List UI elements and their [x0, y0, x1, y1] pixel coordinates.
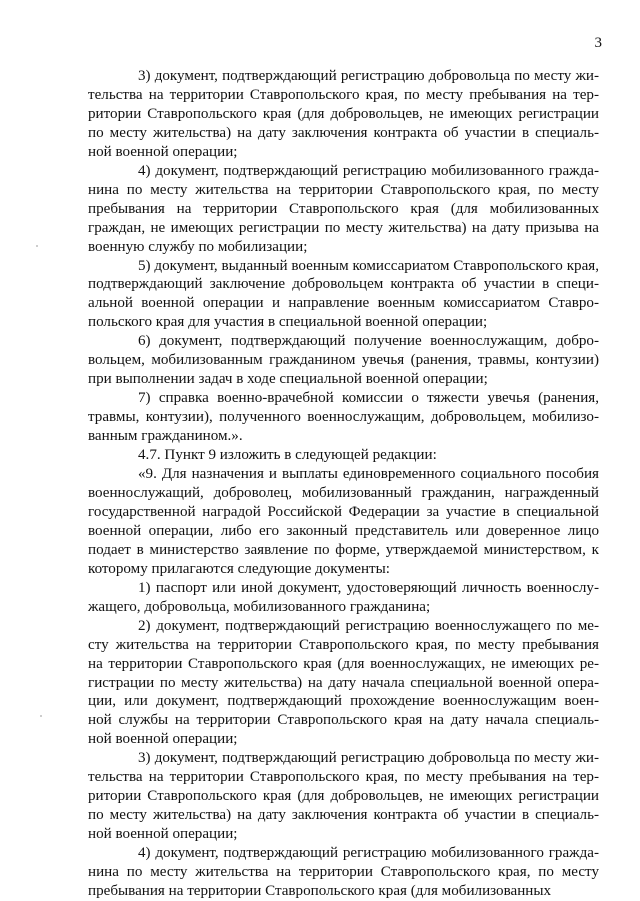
paragraph [88, 617, 599, 750]
text-line: 4) документ, подтверждающий регистрацию мобилизованного гражда- [138, 845, 599, 862]
text-line: по месту жительства) на дату заключения контракта об участии в специаль- [88, 807, 599, 824]
text-line: альной военной операции и направление военным комиссариатом Ставро- [88, 295, 599, 312]
text-line: при выполнении задач в ходе специальной военной операции; [88, 371, 488, 388]
text-line: пребывания на территории Ставропольского края (для мобилизованных [88, 882, 552, 899]
text-line: ной военной операции; [88, 143, 238, 160]
scan-speck [36, 245, 38, 247]
scan-speck [40, 715, 42, 717]
paragraph [88, 162, 599, 257]
text-line: вольцем, мобилизованным гражданином увечья (ранения, травмы, контузии) [88, 352, 599, 369]
text-line: на территории Ставропольского края (для военнослужащих, не имеющих ре- [88, 655, 599, 672]
text-line: 6) документ, подтверждающий получение военнослужащим, добро- [138, 333, 599, 350]
text-line: 4) документ, подтверждающий регистрацию мобилизованного гражда- [138, 162, 599, 179]
text-line: военной операции, либо его законный представитель или доверенное лицо [88, 522, 599, 539]
text-line: ванным гражданином.». [88, 428, 243, 445]
paragraph [88, 67, 599, 162]
text-line: 4.7. Пункт 9 изложить в следующей редакции: [138, 447, 437, 464]
paragraph [88, 465, 599, 579]
text-line: ной военной операции; [88, 731, 238, 748]
text-line: ной военной операции; [88, 826, 238, 843]
paragraph [88, 749, 599, 844]
text-line: нина по месту жительства на территории Ставропольского края, по месту [88, 181, 599, 198]
text-line: польского края для участия в специальной военной операции; [88, 314, 488, 331]
text-line: 3) документ, подтверждающий регистрацию добровольца по месту жи- [138, 750, 599, 767]
text-line: подтверждающий заключение добровольцем контракта об участии в специ- [88, 276, 599, 293]
text-line: нина по месту жительства на территории Ставропольского края, по месту [88, 864, 599, 881]
text-line: государственной наградой Российской Федерации за участие в специальной [88, 503, 599, 520]
text-line: ной службы на территории Ставропольского края на дату начала специаль- [88, 712, 599, 729]
document-body [88, 67, 599, 901]
text-line: тельства на территории Ставропольского края, по месту пребывания на тер- [88, 86, 599, 103]
text-line: 5) документ, выданный военным комиссариатом Ставропольского края, [138, 257, 599, 274]
text-line: жащего, добровольца, мобилизованного гражданина; [88, 598, 431, 615]
paragraph [88, 579, 599, 617]
text-line: по месту жительства) на дату заключения контракта об участии в специаль- [88, 124, 599, 141]
paragraph [88, 332, 599, 389]
paragraph [88, 257, 599, 333]
text-line: сту жительства на территории Ставропольского края, по месту пребывания [88, 636, 599, 653]
text-line: «9. Для назначения и выплаты единовременного социального пособия [138, 466, 599, 483]
text-line: 1) паспорт или иной документ, удостоверяющий личность военнослу- [138, 579, 599, 596]
text-line: гистрации по месту жительства) на дату начала специальной военной опера- [88, 674, 599, 691]
text-line: подает в министерство заявление по форме, утверждаемой министерством, к [88, 541, 599, 558]
text-line: военнослужащий, доброволец, мобилизованный гражданин, награжденный [88, 484, 599, 501]
text-line: 3) документ, подтверждающий регистрацию добровольца по месту жи- [138, 68, 599, 84]
paragraph [88, 446, 599, 465]
text-line: тельства на территории Ставропольского края, по месту пребывания на тер- [88, 769, 599, 786]
text-line: травмы, контузии), полученного военнослужащим, добровольцем, мобилизо- [88, 409, 599, 426]
page-number: 3 [594, 35, 602, 51]
text-line: 7) справка военно-врачебной комиссии о тяжести увечья (ранения, [138, 390, 599, 407]
paragraph [88, 844, 599, 901]
text-line: которому прилагаются следующие документы: [88, 560, 390, 577]
text-line: ритории Ставропольского края (для добровольцев, не имеющих регистрации [88, 105, 599, 122]
text-line: пребывания на территории Ставропольского края (для мобилизованных [88, 200, 599, 217]
text-line: ции, или документ, подтверждающий прохождение военнослужащим воен- [88, 693, 599, 710]
text-line: граждан, не имеющих регистрации по месту жительства) на дату призыва на [88, 219, 599, 236]
text-line: ритории Ставропольского края (для добровольцев, не имеющих регистрации [88, 788, 599, 805]
paragraph [88, 389, 599, 446]
text-line: военную службу по мобилизации; [88, 238, 308, 255]
text-line: 2) документ, подтверждающий регистрацию военнослужащего по ме- [138, 617, 599, 634]
